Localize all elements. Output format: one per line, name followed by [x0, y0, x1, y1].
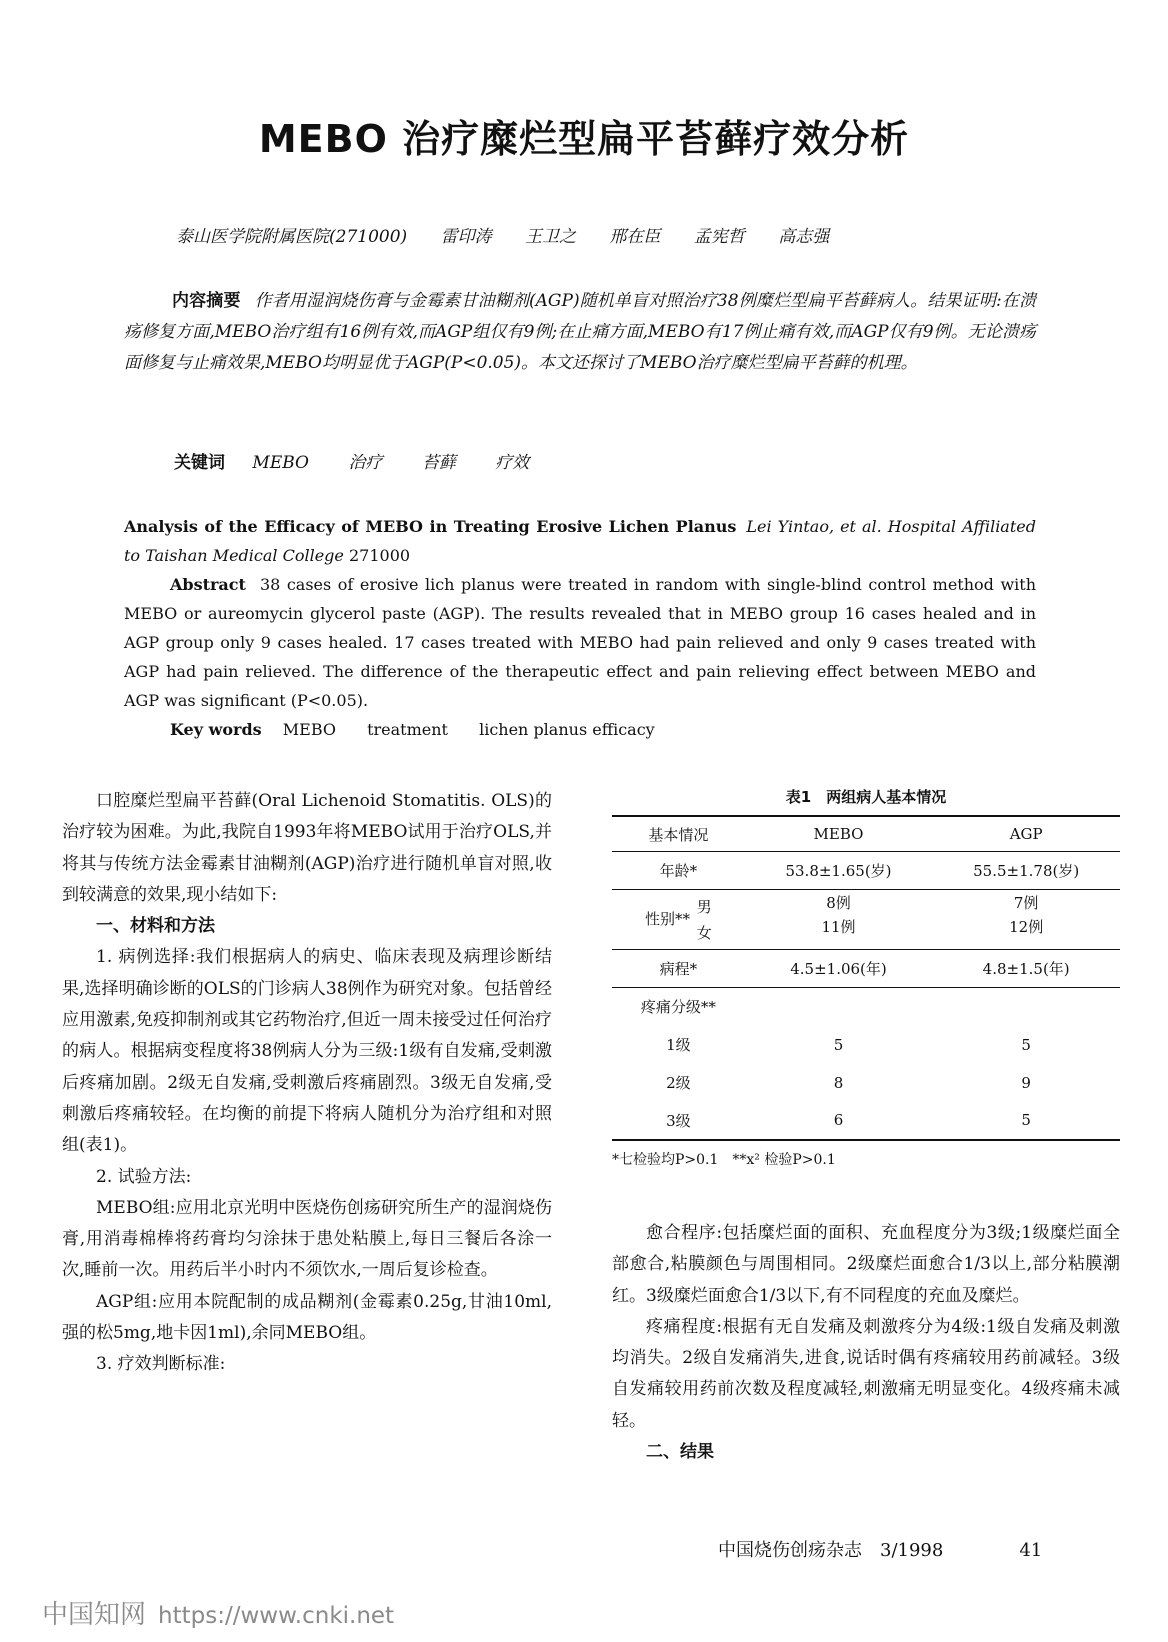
table-cell: 53.8±1.65(岁) [785, 862, 892, 880]
section-heading: 一、材料和方法 [96, 916, 215, 937]
table-cell [932, 988, 1120, 1026]
english-zip: 271000 [348, 546, 411, 565]
keywords-label: 关键词 [174, 453, 225, 473]
watermark-brand: 中国知网 [42, 1600, 147, 1630]
table-cell: 年龄* [659, 862, 698, 880]
table-cell: 7例 [1013, 894, 1039, 913]
table-header-row [612, 816, 1120, 852]
table-cell: 2级 [666, 1074, 691, 1092]
english-abstract-label: Abstract [170, 575, 246, 594]
keyword: 治疗 [348, 453, 383, 473]
baseline-table [612, 815, 1120, 1141]
keyword: MEBO [252, 453, 309, 473]
keyword: 苔藓 [421, 453, 456, 473]
english-keywords-label: Key words [170, 720, 262, 739]
author-line [176, 222, 857, 247]
body-paragraph: AGP组:应用本院配制的成品糊剂(金霉素0.25g,甘油10ml,强的松5mg,地卡因1ml),余同MEBO组。 [62, 1291, 552, 1344]
english-keyword: MEBO [282, 720, 336, 739]
table-row [612, 950, 1120, 988]
female-label: 女 [696, 923, 712, 942]
page-footer [718, 1536, 1042, 1562]
right-column [612, 1218, 1120, 1468]
body-paragraph: 1. 病例选择:我们根据病人的病史、临床表现及病理诊断结果,选择明确诊断的OLS的门诊病人38例作为研究对象。包括曾经应用激素,免疫抑制剂或其它药物治疗,但近一周未接受过任何治疗的病人。根据病变程度将38例病人分为三级:1级有自发痛,受刺激后疼痛加剧。2级无自发痛,受刺激后疼痛剧烈。3级无自发痛,受刺激后疼痛较轻。在均衡的前提下将病人随机分为治疗组和对照组(表1)。 [62, 947, 552, 1156]
table-row [612, 1102, 1120, 1140]
page-number: 41 [1019, 1540, 1043, 1561]
table-cell: 病程* [659, 960, 698, 978]
male-label: 男 [696, 897, 712, 916]
affiliation: 泰山医学院附属医院(271000) [176, 227, 408, 247]
table-row [612, 988, 1120, 1026]
table-cell: 12例 [1009, 917, 1044, 936]
journal-name: 中国烧伤创疡杂志 [718, 1540, 862, 1561]
abstract-label: 内容摘要 [172, 291, 241, 311]
table-row [612, 890, 1120, 916]
english-keyword: treatment [367, 720, 448, 739]
table-cell: 4.5±1.06(年) [790, 960, 887, 978]
table-cell: 疼痛分级** [640, 998, 716, 1017]
watermark-url: https://www.cnki.net [158, 1603, 395, 1629]
english-abstract [124, 570, 1036, 715]
author-name: 孟宪哲 [693, 227, 745, 247]
section-heading: 二、结果 [646, 1442, 714, 1463]
table-header-cell: 基本情况 [648, 825, 709, 844]
table-row [612, 852, 1120, 890]
author-name: 王卫之 [524, 227, 576, 247]
table-cell: 3级 [666, 1111, 691, 1130]
keyword: 疗效 [495, 453, 530, 473]
english-byline: Lei Yintao, et al. Hospital Affiliated to Taishan Medical College [124, 517, 1036, 565]
table-cell: 11例 [821, 917, 856, 936]
table-header-cell: AGP [1009, 825, 1043, 843]
body-paragraph: 疼痛程度:根据有无自发痛及刺激疼分为4级:1级自发痛及刺激均消失。2级自发痛消失,进食,说话时偶有疼痛较用药前减轻。3级自发痛较用药前次数及程度减轻,刺激痛无明显变化。4级疼痛未减轻。 [612, 1316, 1120, 1431]
table-cell: 6 [833, 1111, 844, 1129]
author-name: 雷印涛 [440, 227, 492, 247]
intro-paragraph: 口腔糜烂型扁平苔藓(Oral Lichenoid Stomatitis. OLS)的治疗较为困难。为此,我院自1993年将MEBO试用于治疗OLS,并将其与传统方法金霉素甘油糊剂(AGP)治疗进行随机单盲对照,收到较满意的效果,现小结如下: [62, 791, 552, 905]
table-caption: 表1 两组病人基本情况 [785, 788, 947, 806]
english-keywords [170, 715, 1036, 744]
table-cell: 5 [1021, 1035, 1031, 1054]
table-cell [612, 890, 745, 950]
cnki-watermark [42, 1594, 394, 1631]
table-cell: 5 [1021, 1111, 1031, 1129]
body-paragraph: 愈合程序:包括糜烂面的面积、充血程度分为3级;1级糜烂面全部愈合,粘膜颜色与周围相同。2级糜烂面愈合1/3以上,部分粘膜潮红。3级糜烂面愈合1/3以下,有不同程度的充血及糜烂。 [612, 1223, 1120, 1306]
table-cell: 8 [833, 1073, 844, 1092]
table-cell: 8例 [826, 894, 851, 913]
left-column [62, 786, 552, 1381]
english-title: Analysis of the Efficacy of MEBO in Treating Erosive Lichen Planus [124, 517, 737, 536]
body-paragraph: 3. 疗效判断标准: [96, 1354, 226, 1375]
table-1 [612, 786, 1120, 1169]
journal-issue: 3/1998 [880, 1540, 944, 1561]
paper-title: MEBO 治疗糜烂型扁平苔藓疗效分析 [258, 117, 910, 161]
english-title-line [124, 512, 1036, 570]
chinese-abstract [124, 286, 1036, 379]
table-cell: 1级 [666, 1036, 691, 1054]
table-footnote: *七检验均P>0.1 **x² 检验P>0.1 [612, 1151, 836, 1168]
sex-label: 性别** [644, 909, 690, 928]
table-cell: 9 [1021, 1073, 1031, 1092]
author-name: 高志强 [778, 227, 830, 247]
table-cell: 5 [833, 1035, 844, 1054]
table-row [612, 1064, 1120, 1102]
table-header-cell: MEBO [813, 825, 864, 843]
body-paragraph: 2. 试验方法: [96, 1166, 192, 1187]
table-row [612, 1026, 1120, 1064]
table-cell [745, 988, 933, 1026]
body-paragraph: MEBO组:应用北京光明中医烧伤创疡研究所生产的湿润烧伤膏,用消毒棉棒将药膏均匀涂抹于患处粘膜上,每日三餐后各涂一次,睡前一次。用药后半小时内不须饮水,一周后复诊检查。 [62, 1197, 552, 1281]
abstract-text: 作者用湿润烧伤膏与金霉素甘油糊剂(AGP)随机单盲对照治疗38例糜烂型扁平苔藓病人。结果证明:在溃疡修复方面,MEBO治疗组有16例有效,而AGP组仅有9例;在止痛方面,MEBO有17例止痛有效,而AGP仅有9例。无论溃疡面修复与止痛效果,MEBO均明显优于AGP(P<0.05)。本文还探讨了MEBO治疗糜烂型扁平苔藓的机理。 [124, 291, 1037, 373]
english-abstract-text: 38 cases of erosive lich planus were treated in random with single-blind control method with MEBO or aureomycin glycerol paste (AGP). The results revealed that in MEBO group 16 cases healed and in AGP group only 9 cases healed. 17 cases treated with MEBO had pain relieved and only 9 cases treated with AGP had pain relieved. The difference of the therapeutic effect and pain relieving effect between MEBO and AGP was significant (P<0.05). [124, 575, 1036, 710]
english-keyword: lichen planus efficacy [479, 720, 655, 739]
author-name: 邢在臣 [609, 227, 661, 247]
chinese-keywords [174, 448, 563, 473]
english-abstract-block [124, 512, 1036, 744]
table-cell: 4.8±1.5(年) [982, 960, 1070, 978]
table-cell: 55.5±1.78(岁) [973, 862, 1080, 880]
